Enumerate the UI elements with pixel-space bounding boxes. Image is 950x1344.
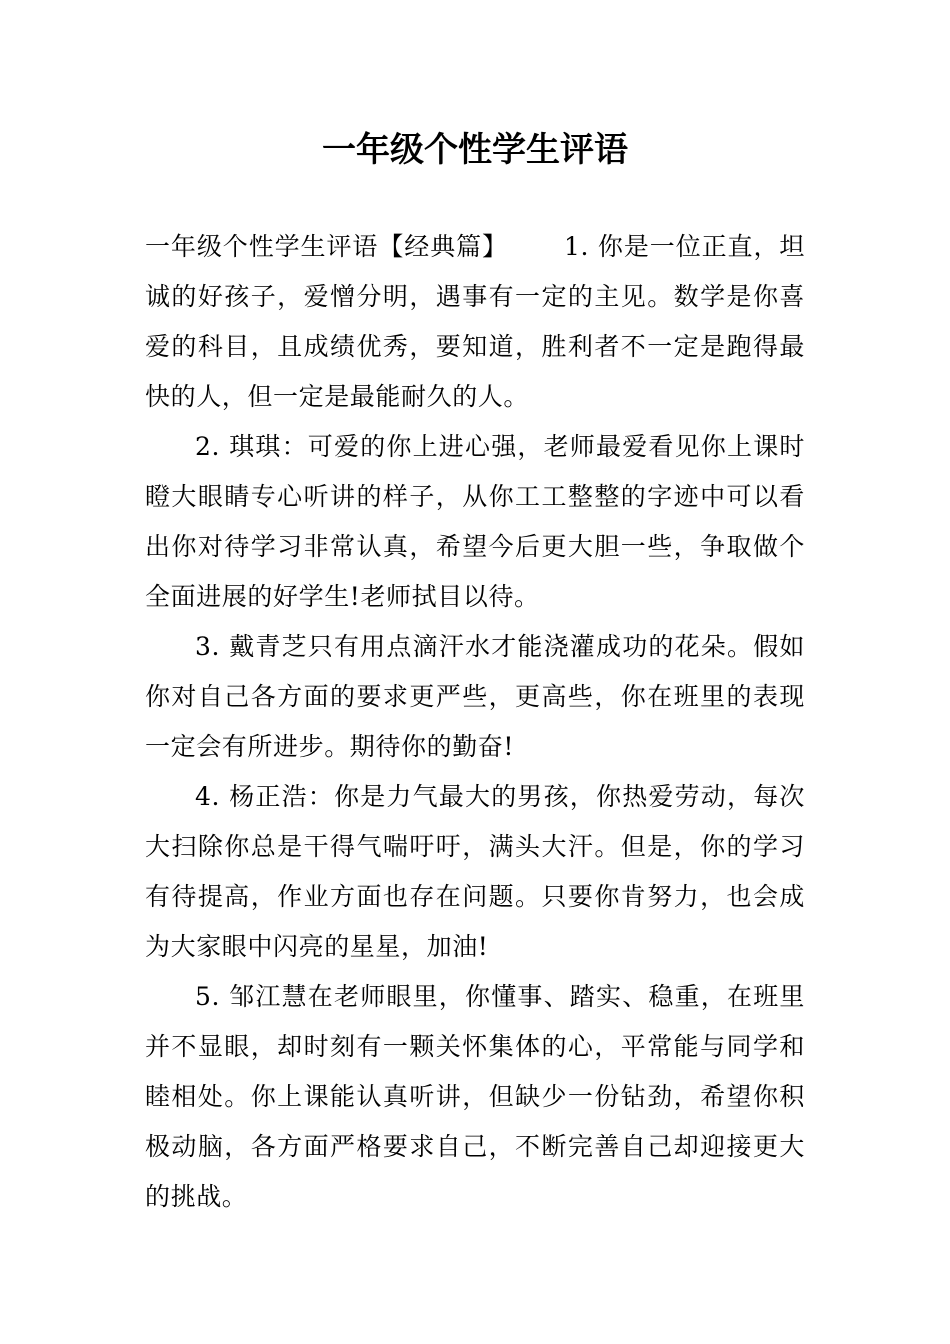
- paragraph-1-text: 1. 你是一位正直，坦诚的好孩子，爱憎分明，遇事有一定的主见。数学是你喜爱的科目，且成绩优秀，要知道，胜利者不一定是跑得最快的人，但一定是最能耐久的人。: [145, 232, 805, 411]
- paragraph-1: [145, 222, 805, 422]
- intro-heading: 一年级个性学生评语【经典篇】: [145, 232, 508, 261]
- paragraph-5: 5. 邹江慧在老师眼里，你懂事、踏实、稳重，在班里并不显眼，却时刻有一颗关怀集体的心，平常能与同学和睦相处。你上课能认真听讲，但缺少一份钻劲，希望你积极动脑，各方面严格要求自己，不断完善自己却迎接更大的挑战。: [145, 982, 805, 1211]
- document-title: 一年级个性学生评语: [322, 130, 628, 170]
- paragraph-4: 4. 杨正浩：你是力气最大的男孩，你热爱劳动，每次大扫除你总是干得气喘吁吁，满头大汗。但是，你的学习有待提高，作业方面也存在问题。只要你肯努力，也会成为大家眼中闪亮的星星，加油!: [145, 782, 805, 961]
- document-body: [145, 222, 805, 1222]
- paragraph-2: 2. 琪琪：可爱的你上进心强，老师最爱看见你上课时瞪大眼睛专心听讲的样子，从你工工整整的字迹中可以看出你对待学习非常认真，希望今后更大胆一些，争取做个全面进展的好学生!老师拭目以待。: [145, 432, 805, 611]
- paragraph-3: 3. 戴青芝只有用点滴汗水才能浇灌成功的花朵。假如你对自己各方面的要求更严些，更高些，你在班里的表现一定会有所进步。期待你的勤奋!: [145, 632, 805, 761]
